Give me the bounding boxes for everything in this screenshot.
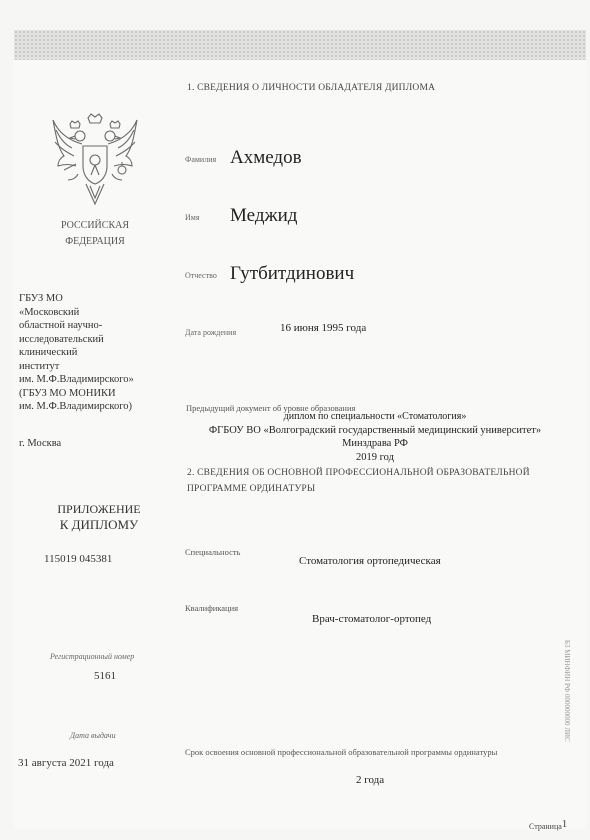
section-1-heading: 1. СВЕДЕНИЯ О ЛИЧНОСТИ ОБЛАДАТЕЛЯ ДИПЛОМА [187,83,436,93]
term-value: 2 года [356,774,385,786]
issue-date: 31 августа 2021 года [18,757,114,769]
section-2-heading [187,465,530,497]
org-line: институт [19,360,60,372]
org-line: областной научно- [19,320,103,331]
appendix-title [34,502,164,532]
patronymic-value: Гутбитдинович [230,263,355,284]
country-name [40,218,150,250]
country-line-1: РОССИЙСКАЯ [60,220,130,231]
surname-label: Фамилия [185,155,217,164]
appendix-line-2: К ДИПЛОМУ [59,517,139,532]
patronymic-label: Отчество [185,271,217,280]
issue-date-label: Дата выдачи [70,731,116,740]
prev-doc-label: Предыдущий документ об уровне образования [186,403,356,413]
specialty-label: Специальность [185,547,241,557]
name-label: Имя [185,213,200,222]
coat-of-arms-icon [50,112,140,213]
surname-value: Ахмедов [230,147,302,168]
org-line: им. М.Ф.Владимирского» [19,374,134,385]
registration-number-label: Регистрационный номер [50,652,135,661]
qualification-value: Врач-стоматолог-ортопед [312,613,432,625]
appendix-line-1: ПРИЛОЖЕНИЕ [57,502,141,516]
prev-doc-line-4: 2019 год [356,452,394,463]
prev-doc-line-1: диплом по специальности «Стоматология» [283,411,467,422]
diploma-number: 115019 045381 [44,553,113,565]
org-line: им. М.Ф.Владимирского) [19,401,133,412]
org-line: исследовательский [19,333,104,345]
qualification-label: Квалификация [185,603,239,613]
dob-label: Дата рождения [185,328,237,337]
org-line: (ГБУЗ МО МОНИКИ [19,387,116,399]
dob-value: 16 июня 1995 года [280,322,367,334]
registration-number: 5161 [94,670,116,682]
term-label: Срок освоения основной профессиональной образовательной программы ординатуры [185,747,498,757]
country-line-2: ФЕДЕРАЦИЯ [65,236,125,247]
section-2-heading-line-2: ПРОГРАММЕ ОРДИНАТУРЫ [187,484,316,494]
side-security-text: Б3 МИНФИН РФ 000000000 ЛИС [563,640,571,742]
security-band [14,30,586,60]
org-line: «Московский [19,306,80,318]
org-line: клинический [19,347,78,358]
org-line: ГБУЗ МО [19,293,63,304]
section-2-heading-line-1: 2. СВЕДЕНИЯ ОБ ОСНОВНОЙ ПРОФЕССИОНАЛЬНОЙ ОБРАЗОВАТЕЛЬНОЙ [187,468,530,478]
specialty-value: Стоматология ортопедическая [299,555,441,567]
organization-name [19,292,134,414]
prev-doc-line-2: ФГБОУ ВО «Волгоградский государственный медицинский университет» [208,425,542,436]
city: г. Москва [19,438,62,449]
page-number: 1 [561,818,568,830]
name-value: Меджид [230,205,298,226]
page-label: Страница [529,822,562,831]
page-footer [529,818,567,831]
prev-doc-line-3: Минздрава РФ [342,438,408,449]
